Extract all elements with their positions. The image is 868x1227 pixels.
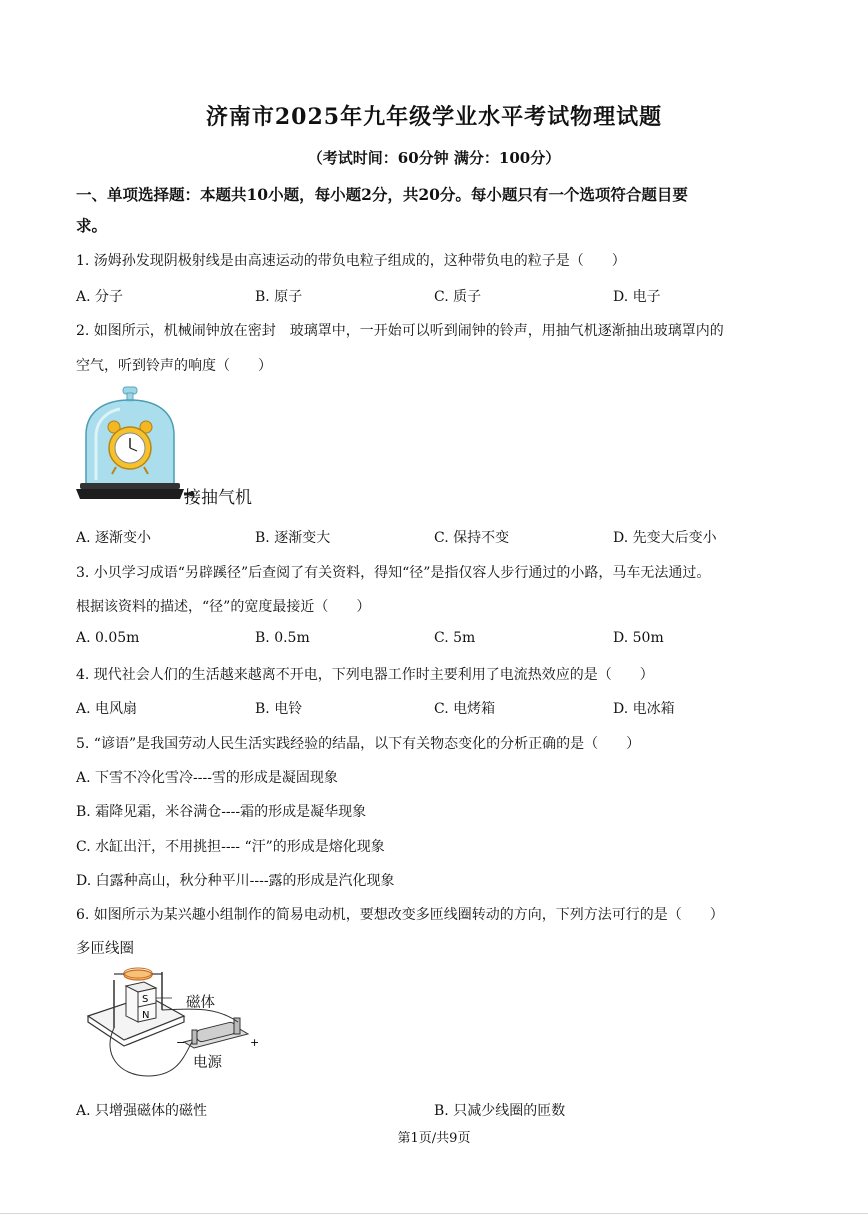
bottom-divider <box>0 1213 868 1214</box>
question-1-option-c: C. 质子 <box>434 289 482 305</box>
question-2-stem-line2: 空气，听到铃声的响度（ ） <box>76 358 272 374</box>
question-1-stem: 1. 汤姆孙发现阴极射线是由高速运动的带负电粒子组成的，这种带负电的粒子是（ ） <box>76 253 626 269</box>
question-5-option-a: A. 下雪不冷化雪冷----雪的形成是凝固现象 <box>76 770 338 786</box>
section-heading-line2: 求。 <box>76 216 108 235</box>
question-4-option-d: D. 电冰箱 <box>613 701 675 717</box>
question-5-option-b: B. 霜降见霜，米谷满仓----霜的形成是凝华现象 <box>76 804 367 820</box>
question-3-option-b: B. 0.5m <box>255 630 310 646</box>
question-3-stem-line1: 3. 小贝学习成语“另辟蹊径”后查阅了有关资料，得知“径”是指仅容人步行通过的小路，马车无法通过。 <box>76 565 711 581</box>
exam-subtitle: （考试时间：60分钟 满分：100分） <box>307 149 561 167</box>
pole-s-label: S <box>142 994 149 1005</box>
question-2-stem-line1: 2. 如图所示，机械闹钟放在密封 玻璃罩中，一开始可以听到闹钟的铃声，用抽气机逐渐抽出玻璃罩内的 <box>76 323 724 339</box>
question-6-stem: 6. 如图所示为某兴趣小组制作的简易电动机，要想改变多匝线圈转动的方向，下列方法可行的是（ ） <box>76 907 724 923</box>
question-4-option-b: B. 电铃 <box>255 701 303 717</box>
question-3-stem-line2: 根据该资料的描述，“径”的宽度最接近（ ） <box>76 599 371 615</box>
coil-label: 多匝线圈 <box>76 941 134 957</box>
question-3-option-a: A. 0.05m <box>76 630 140 646</box>
question-6-option-a: A. 只增强磁体的磁性 <box>76 1103 208 1119</box>
magnet-label: 磁体 <box>186 995 215 1011</box>
question-6-option-b: B. 只减少线圈的匝数 <box>434 1103 566 1119</box>
question-2-option-d: D. 先变大后变小 <box>613 530 717 546</box>
question-4-option-a: A. 电风扇 <box>76 701 138 717</box>
question-5-option-d: D. 白露种高山，秋分种平川----露的形成是汽化现象 <box>76 873 395 889</box>
page-footer: 第1页/共9页 <box>397 1131 471 1146</box>
power-source-label: 电源 <box>193 1055 222 1071</box>
motor-figure <box>88 958 268 1088</box>
minus-sign: − <box>176 1036 186 1049</box>
bell-jar-figure <box>76 385 186 510</box>
question-1-option-d: D. 电子 <box>613 289 661 305</box>
question-4-stem: 4. 现代社会人们的生活越来越离不开电，下列电器工作时主要利用了电流热效应的是（ ） <box>76 667 654 683</box>
exam-title: 济南市2025年九年级学业水平考试物理试题 <box>205 104 663 130</box>
question-2-option-c: C. 保持不变 <box>434 530 510 546</box>
question-3-option-c: C. 5m <box>434 630 476 646</box>
pole-n-label: N <box>142 1010 150 1021</box>
bell-jar-base-plate <box>80 483 180 489</box>
question-3-option-d: D. 50m <box>613 630 664 646</box>
section-heading-line1: 一、单项选择题：本题共10小题，每小题2分，共20分。每小题只有一个选项符合题目要 <box>76 185 688 204</box>
question-4-option-c: C. 电烤箱 <box>434 701 496 717</box>
coil-icon <box>114 968 162 980</box>
question-2-option-b: B. 逐渐变大 <box>255 530 331 546</box>
question-2-option-a: A. 逐渐变小 <box>76 530 152 546</box>
vacuum-pump-label: 接抽气机 <box>184 488 252 508</box>
plus-sign: + <box>250 1036 260 1049</box>
question-5-option-c: C. 水缸出汗，不用挑担---- “汗”的形成是熔化现象 <box>76 839 385 855</box>
battery-icon <box>184 1018 248 1048</box>
question-1-option-a: A. 分子 <box>76 289 124 305</box>
question-1-option-b: B. 原子 <box>255 289 303 305</box>
question-5-stem: 5. “谚语”是我国劳动人民生活实践经验的结晶，以下有关物态变化的分析正确的是（ ） <box>76 736 641 752</box>
